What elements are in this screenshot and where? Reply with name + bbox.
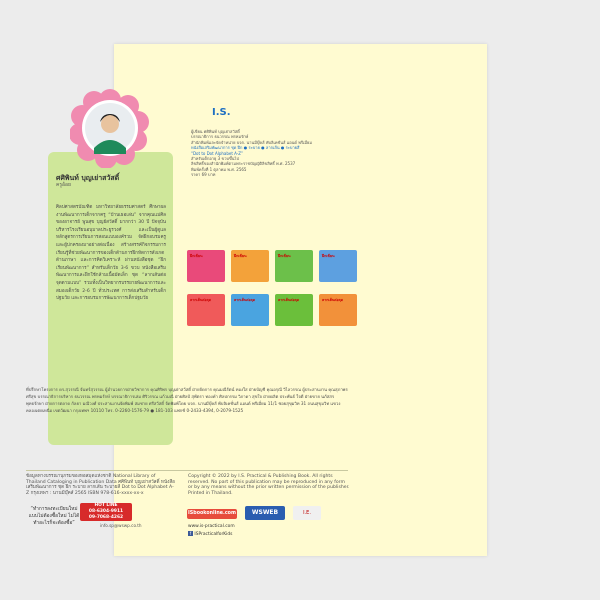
book-title: ฝึกเขียน xyxy=(278,254,291,258)
book-cover xyxy=(187,250,225,282)
book-title: ฝึกเขียน xyxy=(322,254,335,258)
contact-email[interactable]: info.sp@wswp.co.th xyxy=(100,523,142,528)
book-cover xyxy=(275,294,313,326)
hotline-badge xyxy=(80,503,132,521)
publisher-logo: I.S. xyxy=(212,107,231,118)
website-link[interactable]: www.is-practical.com xyxy=(188,524,235,529)
author-bio: ศิลปศาสตรบัณฑิต มหาวิทยาลัยธรรมศาสตร์ ศึกษาผลงานพัฒนาการเด็กจากครู “บ้านเธอเล่น” จากคุณแม่ศิล ของอาจารย์ พูนสุข บุญย์สวัสดิ์ มากกว่า 30 ปี ปัจจุบันบริหารโรงเรียนอนุบาลประยูรวงศ์ และเป็นผู้ดูแลหลักสูตรการเรียนการสอนแบบองค์รวม จัดฝึกอบรมครูและผู้ปกครองมาอย่างต่อเนื่อง สร้างสรรค์กิจกรรมการเรียนรู้ที่ช่วยพัฒนาการของเด็กด้านการฝึกหัดการสังเกต ด้านภาษา และการคิดวิเคราะห์ ผ่านหนังสือชุด “ฝึกเรียนพัฒนาการ” สำหรับเด็กวัย 3-6 ขวบ หนังสือเสริมพัฒนาการและฝึกใช้กล้ามเนื้อมัดเล็ก ชุด “ลากเส้นต่อจุดตามแบบ” รวมทั้งเป็นวิทยากรบรรยายพัฒนาการและสมองเด็กวัย 2-6 ปี ทั่วประเทศ การส่งเสริมสำหรับเด็กปฐมวัย และการอบรมการพัฒนาการเด็กปฐมวัย xyxy=(56,205,166,302)
hotline-label: HOT LINE xyxy=(94,503,118,508)
book-cover xyxy=(319,294,357,326)
book-title: ลากเส้นต่อจุด xyxy=(234,298,256,302)
copyright-notice: Copyright © 2022 by I.S. Practical & Publishing Book. All rights reserved. No part of this publication may be reproduced in any form or by any means without the prior written permission of the publisher. Printed in Thailand. xyxy=(188,474,350,496)
publisher-info xyxy=(191,107,341,178)
pub-line: ผู้เขียน ศศิพินท์ บุญเย่าสวัสดิ์ xyxy=(191,129,240,134)
book-title: ลากเส้นต่อจุด xyxy=(190,298,212,302)
wsweb-logo[interactable]: WSWEB xyxy=(245,506,285,520)
author-photo-frame xyxy=(70,88,150,168)
pub-line: สำนักพิมพ์และจัดจำหน่าย บจก. นานมีบุ๊คส์ พับลิเคชั่นส์ แอนด์ พรีเมี่ยม xyxy=(191,139,313,145)
pub-line: พิมพ์ครั้งที่ 1 ตุลาคม พ.ศ. 2565 xyxy=(191,166,247,172)
pub-title: “Dot to Dot Alphabet A-Z” xyxy=(191,150,244,156)
facebook-page: ISPracticalforKids xyxy=(194,532,233,537)
hotline-number-2: 09-7068-4262 xyxy=(88,515,124,520)
store-logos xyxy=(187,503,337,523)
cataloging-data: ข้อมูลทางบรรณานุกรมของหอสมุดแห่งชาติ National Library of Thailand Cataloging in Publication Data ศศิพินท์ บุญเย่าสวัสดิ์ หนังสือเสริมพัฒนาการ ชุด ฝึก ระบาย ลากเส้น ระบายสี Dot to Dot Alphabet A-Z กรุงเทพฯ : นานมีบุ๊คส์ 2565 ISBN 978-616-xxxx-xx-x xyxy=(26,474,175,496)
credits-text: ที่ปรึกษาโครงการ ดร.สุวรรณี จันทร์สุวรรณ ผู้อำนวยการฝ่ายวิชาการ คุณศิริพร บุญเย่าสวัสดิ์ ฝ่ายจัดการ คุณมณีรัตน์ ทองใส ฝ่ายบัญชี คุณอรุณี วิไลวรรณ ผู้ประสานงาน คุณสุภาพร ศรีสุข บรรณาธิการบริหาร ธนวรรณ พรหมรักษ์ บรรณาธิการเล่ม ศิริวรรณ แก้วมณี ฝ่ายศิลป์ สุพัตรา ทองคำ ศิลปกรรม วิภาดา สุขใจ ฝ่ายผลิต ประพันธ์ ใจดี ฝ่ายขาย นภัสสร พุทธรักษา ฝ่ายการตลาด กัลยา มณีวงศ์ ประสานงานจัดพิมพ์ สมชาย ศรีสวัสดิ์ จัดพิมพ์โดย บจก. นานมีบุ๊คส์ พับลิเคชั่นส์ แอนด์ พรีเมี่ยม 11/1 ซอยสุขุมวิท 31 ถนนสุขุมวิท แขวงคลองเตยเหนือ เขตวัฒนา กรุงเทพฯ 10110 โทร. 0-2260-1576-79 ● 181-103 แฟกซ์ 0-2433-4394, 0-2079-1525 xyxy=(26,387,348,413)
book-title: ฝึกเขียน xyxy=(190,254,203,258)
book-cover xyxy=(187,294,225,326)
pub-line: ลิขสิทธิ์ของสำนักพิมพ์ตามพระราชบัญญัติลิขสิทธิ์ พ.ศ. 2537 xyxy=(191,161,296,167)
book-cover xyxy=(231,294,269,326)
hotline-number-1: 08-6304-9911 xyxy=(88,509,124,514)
book-title: ลากเส้นต่อจุด xyxy=(278,298,300,302)
registration-note: “ทำการลงทะเบียนใหม่แบบไม่ต้องซื้อใหม่ ไม่ได้ทำอะไรก็จะต้องซื้อ” xyxy=(28,507,80,526)
author-role: ครูอ้อย xyxy=(56,182,71,188)
ie-logo[interactable]: I.E. xyxy=(293,506,321,520)
isbookonline-logo[interactable]: ISbookonline.com xyxy=(187,509,237,519)
book-title: ฝึกเขียน xyxy=(234,254,247,258)
pub-line: สำหรับเด็กอายุ 3 ขวบขึ้นไป xyxy=(191,156,240,162)
pub-series: หนังสือเสริมพัฒนาการ ชุด ฝึก ● ระบาย ● ลากเส้น ● ระบายสี xyxy=(191,145,300,151)
facebook-icon: f xyxy=(189,531,192,536)
book-cover xyxy=(275,250,313,282)
pub-line: บรรณาธิการ ธนวรรณ พรหมรักษ์ xyxy=(191,134,249,140)
divider xyxy=(26,470,348,471)
book-cover xyxy=(231,250,269,282)
book-cover xyxy=(319,250,357,282)
author-name: ศศิพินท์ บุญเย่าสวัสดิ์ xyxy=(56,174,120,182)
facebook-link[interactable] xyxy=(188,531,232,537)
pub-price: ราคา 69 บาท xyxy=(191,172,216,178)
book-title: ลากเส้นต่อจุด xyxy=(322,298,344,302)
